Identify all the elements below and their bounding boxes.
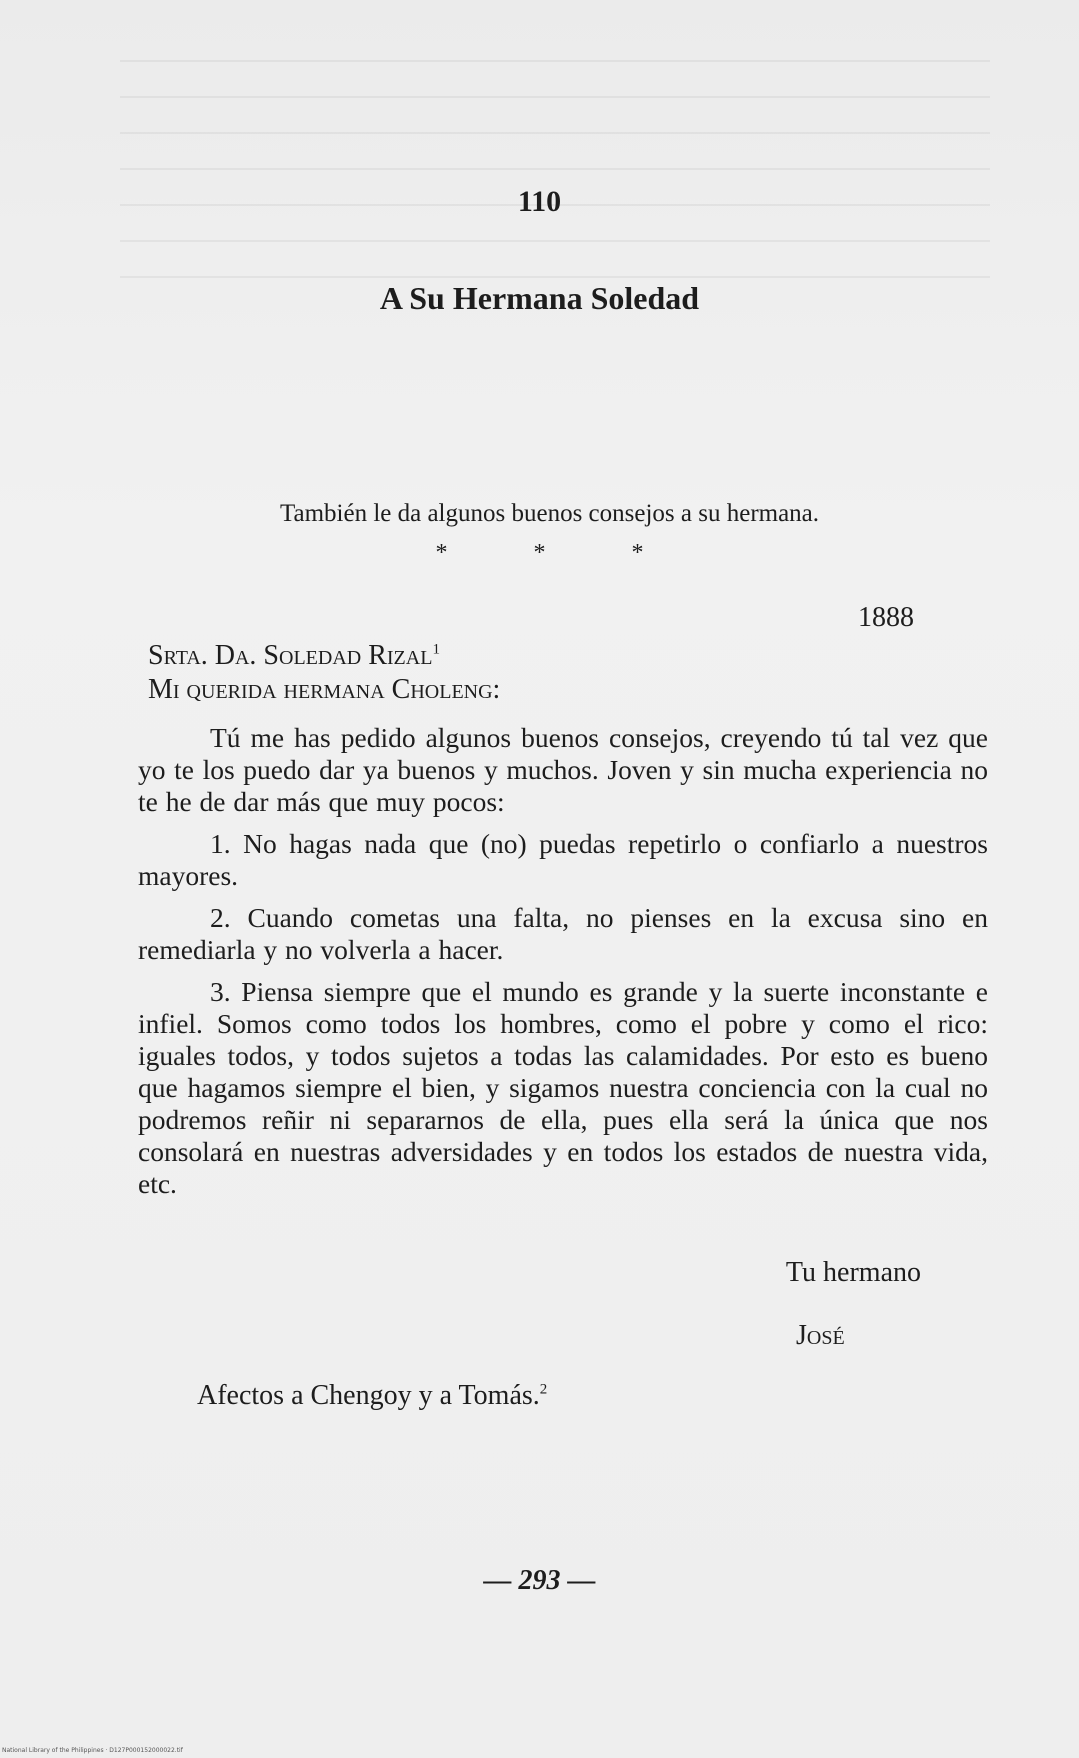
body-paragraph: Tú me has pedido algunos buenos consejos, creyendo tú tal vez que yo te los puedo dar ya buenos y muchos. Joven y sin mucha experiencia no te he de dar más que muy pocos: <box>138 722 988 817</box>
addressee-name: Srta. Da. Soledad Rizal <box>148 640 433 671</box>
letter-year: 1888 <box>858 602 914 633</box>
signature: José <box>796 1320 845 1351</box>
advice-item-2: 2. Cuando cometas una falta, no pienses en la excusa sino en remediarla y no volverla a hacer. <box>138 902 988 965</box>
letter-number: 110 <box>517 185 562 218</box>
advice-item-3: 3. Piensa siempre que el mundo es grande y la suerte inconstante e infiel. Somos como todos los hombres, como el pobre y como el rico: iguales todos, y todos sujetos a todas las calamidades. Por esto es bueno que hagamos siempre el bien, y sigamos nuestra conciencia con la cual no podremos reñir ni separarnos de ella, pues ella será la única que nos consolará en nuestras adversidades y en todos los estados de nuestra vida, etc. <box>138 976 988 1199</box>
postscript-line <box>197 1380 547 1412</box>
addressee-line <box>148 640 440 672</box>
advice-item-1: 1. No hagas nada que (no) puedas repetirlo o confiarlo a nuestros mayores. <box>138 828 988 891</box>
greeting-line: Mi querida hermana Choleng: <box>148 674 501 705</box>
footnote-marker: 1 <box>432 641 440 658</box>
closing-line: Tu hermano <box>785 1257 921 1288</box>
letter-summary: También le da algunos buenos consejos a su hermana. <box>279 500 820 527</box>
postscript-text: Afectos a Chengoy y a Tomás. <box>197 1380 540 1411</box>
footnote-marker: 2 <box>539 1381 548 1398</box>
page-number: — 293 — <box>483 1565 596 1596</box>
letter-title: A Su Hermana Soledad <box>379 280 700 316</box>
section-separator: * * * <box>435 540 684 566</box>
bleed-through-texture <box>120 60 990 280</box>
letter-body <box>138 722 988 1210</box>
scan-credit: National Library of the Philippines · D127P000152000022.tif <box>2 1747 183 1754</box>
